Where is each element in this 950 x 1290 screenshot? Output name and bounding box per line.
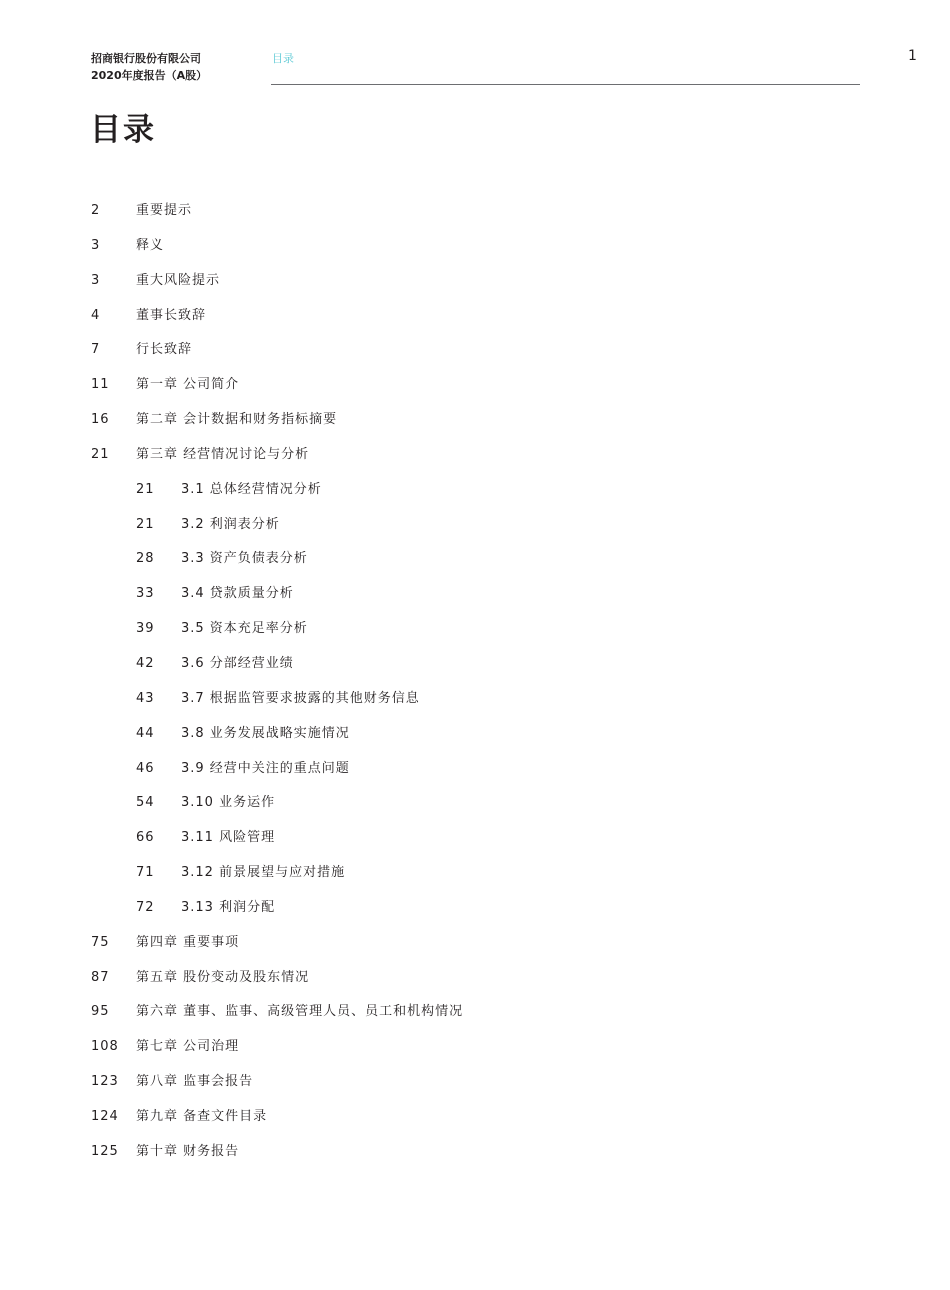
toc-entry[interactable] [0, 372, 950, 407]
header-divider [271, 84, 860, 85]
page-number: 1 [908, 48, 917, 64]
toc-page-number: 108 [91, 1039, 119, 1055]
toc-subsection-entry[interactable] [0, 546, 950, 581]
toc-page-number: 124 [91, 1108, 119, 1124]
toc-page-number: 43 [136, 690, 155, 706]
company-name: 招商银行股份有限公司 [91, 52, 201, 65]
toc-entry-title: 行长致辞 [136, 342, 193, 358]
toc-entry[interactable] [0, 407, 950, 442]
toc-entry-title: 3.1 总体经营情况分析 [181, 481, 322, 497]
toc-subsection-entry[interactable] [0, 860, 950, 895]
toc-page-number: 7 [91, 342, 101, 358]
toc-subsection-entry[interactable] [0, 512, 950, 547]
toc-entry-title: 第二章 会计数据和财务指标摘要 [136, 412, 338, 428]
toc-page-number: 75 [91, 934, 110, 950]
toc-page-number: 125 [91, 1143, 119, 1159]
toc-entry-title: 第五章 股份变动及股东情况 [136, 969, 310, 985]
toc-subsection-entry[interactable] [0, 686, 950, 721]
toc-entry-title: 3.3 资产负债表分析 [181, 551, 308, 567]
toc-page-number: 28 [136, 551, 155, 567]
toc-entry-title: 第十章 财务报告 [136, 1143, 240, 1159]
toc-page-number: 3 [91, 237, 101, 253]
toc-entry[interactable] [0, 233, 950, 268]
toc-page-number: 66 [136, 830, 155, 846]
toc-entry[interactable] [0, 1069, 950, 1104]
toc-entry-title: 第三章 经营情况讨论与分析 [136, 446, 310, 462]
toc-entry-title: 第六章 董事、监事、高级管理人员、员工和机构情况 [136, 1004, 464, 1020]
toc-page-number: 72 [136, 899, 155, 915]
toc-entry-title: 3.7 根据监管要求披露的其他财务信息 [181, 690, 420, 706]
toc-entry-title: 3.9 经营中关注的重点问题 [181, 760, 350, 776]
toc-entry-title: 3.5 资本充足率分析 [181, 621, 308, 637]
toc-entry[interactable] [0, 268, 950, 303]
toc-subsection-entry[interactable] [0, 895, 950, 930]
toc-entry[interactable] [0, 337, 950, 372]
table-of-contents [0, 198, 950, 1174]
section-tag[interactable]: 目录 [272, 52, 294, 65]
toc-page-number: 11 [91, 377, 110, 393]
toc-entry[interactable] [0, 999, 950, 1034]
toc-entry-title: 第一章 公司简介 [136, 377, 240, 393]
toc-entry-title: 3.13 利润分配 [181, 899, 276, 915]
toc-entry[interactable] [0, 442, 950, 477]
toc-entry-title: 第八章 监事会报告 [136, 1074, 254, 1090]
toc-entry[interactable] [0, 1139, 950, 1174]
toc-entry-title: 重要提示 [136, 203, 193, 218]
toc-subsection-entry[interactable] [0, 756, 950, 791]
toc-entry[interactable] [0, 1034, 950, 1069]
toc-entry-title: 3.10 业务运作 [181, 795, 276, 811]
toc-page-number: 123 [91, 1074, 119, 1090]
toc-page-number: 2 [91, 203, 101, 218]
toc-page-number: 21 [136, 481, 155, 497]
toc-entry-title: 第七章 公司治理 [136, 1039, 240, 1055]
toc-entry[interactable] [0, 303, 950, 338]
toc-entry-title: 3.6 分部经营业绩 [181, 655, 294, 671]
page-title: 目录 [90, 112, 156, 148]
company-header [91, 50, 207, 84]
toc-page-number: 21 [136, 516, 155, 532]
toc-page-number: 4 [91, 307, 101, 323]
toc-entry-title: 释义 [136, 237, 165, 253]
toc-page-number: 42 [136, 655, 155, 671]
toc-entry[interactable] [0, 1104, 950, 1139]
toc-page-number: 95 [91, 1004, 110, 1020]
toc-entry-title: 重大风险提示 [136, 272, 221, 288]
toc-entry-title: 第四章 重要事项 [136, 934, 240, 950]
toc-page-number: 3 [91, 272, 101, 288]
toc-entry-title: 3.4 贷款质量分析 [181, 586, 294, 602]
toc-entry-title: 3.2 利润表分析 [181, 516, 280, 532]
toc-subsection-entry[interactable] [0, 651, 950, 686]
toc-subsection-entry[interactable] [0, 616, 950, 651]
toc-entry-title: 3.11 风险管理 [181, 830, 276, 846]
report-name: 2020年度报告（A股） [91, 69, 208, 82]
toc-entry[interactable] [0, 198, 950, 233]
toc-subsection-entry[interactable] [0, 581, 950, 616]
toc-subsection-entry[interactable] [0, 825, 950, 860]
toc-page-number: 87 [91, 969, 110, 985]
toc-entry-title: 第九章 备查文件目录 [136, 1108, 268, 1124]
toc-page-number: 21 [91, 446, 110, 462]
toc-page-number: 46 [136, 760, 155, 776]
toc-subsection-entry[interactable] [0, 721, 950, 756]
toc-page-number: 16 [91, 412, 110, 428]
toc-entry-title: 3.8 业务发展战略实施情况 [181, 725, 350, 741]
toc-page-number: 33 [136, 586, 155, 602]
toc-page-number: 54 [136, 795, 155, 811]
toc-entry-title: 3.12 前景展望与应对措施 [181, 865, 346, 881]
toc-page-number: 39 [136, 621, 155, 637]
toc-page-number: 44 [136, 725, 155, 741]
toc-entry[interactable] [0, 930, 950, 965]
toc-entry[interactable] [0, 965, 950, 1000]
toc-subsection-entry[interactable] [0, 790, 950, 825]
toc-page-number: 71 [136, 865, 155, 881]
toc-entry-title: 董事长致辞 [136, 307, 207, 323]
toc-subsection-entry[interactable] [0, 477, 950, 512]
